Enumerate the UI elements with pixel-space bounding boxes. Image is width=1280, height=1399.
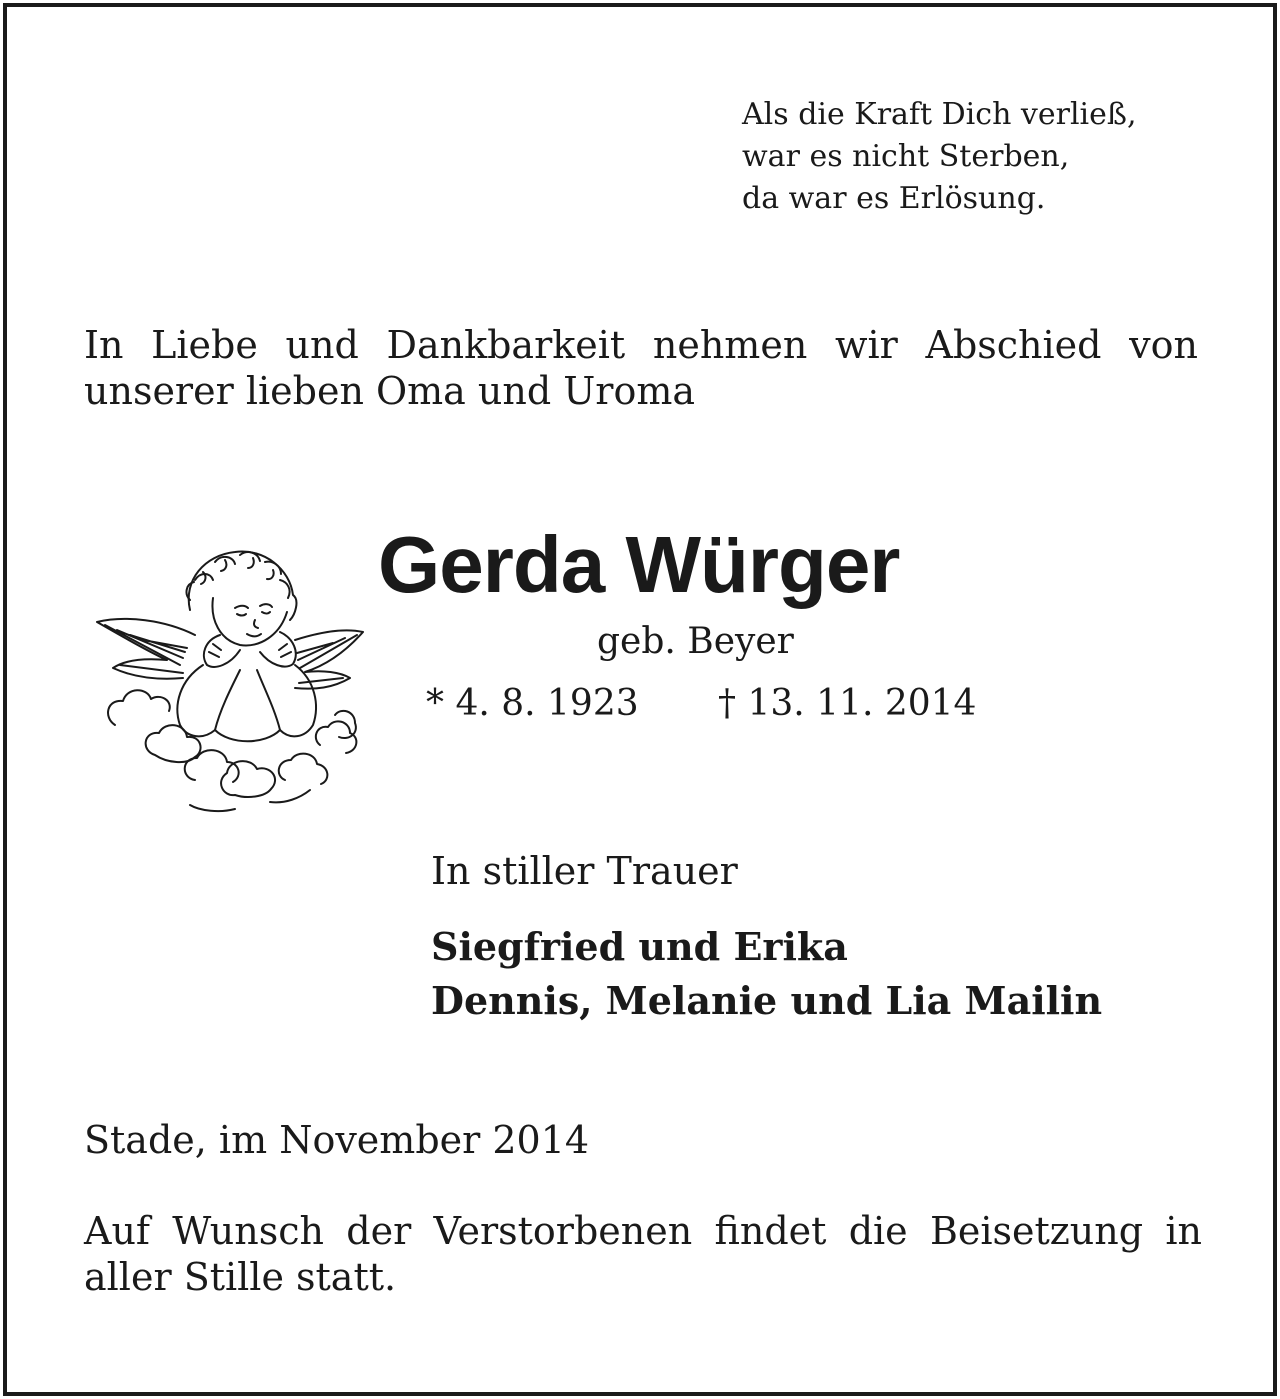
mourner-names: Siegfried und Erika bbox=[431, 924, 848, 969]
mourning-heading: In stiller Trauer bbox=[431, 849, 738, 893]
death-date: † 13. 11. 2014 bbox=[718, 683, 977, 724]
cherub-angel-icon bbox=[95, 540, 365, 815]
note-line: Auf Wunsch der Verstorbenen findet die Beisetzung in bbox=[84, 1209, 1202, 1253]
maiden-name: geb. Beyer bbox=[597, 621, 794, 662]
mourner-names: Dennis, Melanie und Lia Mailin bbox=[431, 978, 1103, 1023]
note-line: aller Stille statt. bbox=[84, 1255, 397, 1299]
intro-line: In Liebe und Dankbarkeit nehmen wir Abschied von bbox=[84, 323, 1198, 367]
motto-verse bbox=[742, 94, 1136, 220]
deceased-name: Gerda Würger bbox=[378, 520, 900, 609]
motto-line: war es nicht Sterben, bbox=[742, 139, 1070, 174]
intro-line: unserer lieben Oma und Uroma bbox=[84, 369, 696, 413]
place-date: Stade, im November 2014 bbox=[84, 1118, 590, 1162]
birth-date: * 4. 8. 1923 bbox=[426, 683, 639, 724]
mourners-list bbox=[431, 920, 1102, 1028]
burial-note bbox=[84, 1208, 1202, 1300]
motto-line: Als die Kraft Dich verließ, bbox=[742, 97, 1137, 132]
intro-text bbox=[84, 322, 1198, 414]
motto-line: da war es Erlösung. bbox=[742, 181, 1046, 216]
